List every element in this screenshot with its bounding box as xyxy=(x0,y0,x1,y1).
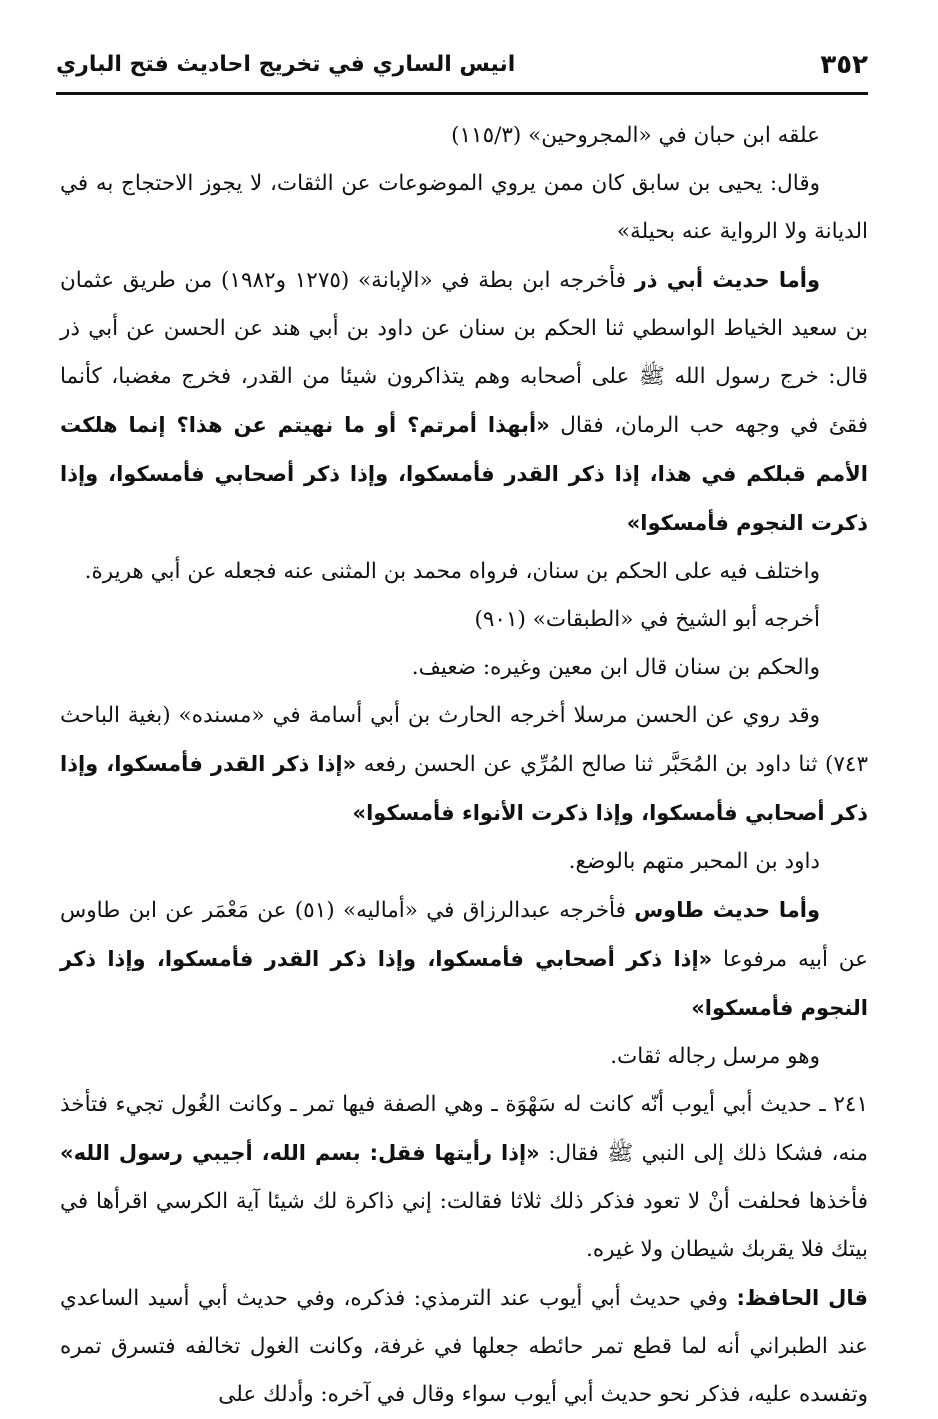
text-run: أخرجه أبو الشيخ في «الطبقات» (٩٠١) xyxy=(474,607,820,632)
hadith-quote: «إذا ذكر أصحابي فأمسكوا، وإذا ذكر القدر فأمسكوا، وإذا ذكر النجوم فأمسكوا» xyxy=(60,947,868,1020)
running-title: انيس الساري في تخريج احاديث فتح الباري xyxy=(56,52,516,77)
bold-heading-run: وأما حديث طاوس xyxy=(634,898,821,922)
hadith-quote: «إذا رأيتها فقل: بسم الله، أجيبي رسول الله» xyxy=(60,1141,540,1165)
paragraph xyxy=(60,838,868,886)
paragraph xyxy=(60,1274,868,1419)
paragraph xyxy=(60,886,868,1033)
bold-heading-run: قال الحافظ: xyxy=(736,1286,868,1310)
text-run: والحكم بن سنان قال ابن معين وغيره: ضعيف. xyxy=(411,655,820,680)
text-run: وهو مرسل رجاله ثقات. xyxy=(610,1044,820,1069)
paragraph xyxy=(60,548,868,596)
paragraph xyxy=(60,596,868,644)
text-run: علقه ابن حبان في «المجروحين» (١١٥/٣) xyxy=(451,123,820,148)
bold-heading-run: وأما حديث أبي ذر xyxy=(634,268,820,292)
text-run: وقال: يحيى بن سابق كان ممن يروي الموضوعات عن الثقات، لا يجوز الاحتجاج به في الديانة ولا الرواية عنه بحيلة» xyxy=(60,171,868,244)
body-text xyxy=(60,112,868,1419)
text-run: وقد روي عن الحسن مرسلا أخرجه الحارث بن أبي أسامة في «مسنده» (بغية الباحث ٧٤٣) ثنا داود بن المُحَبَّر ثنا صالح المُرِّي عن الحسن رفعه xyxy=(60,703,868,777)
paragraph xyxy=(60,160,868,256)
text-run: داود بن المحبر متهم بالوضع. xyxy=(568,849,820,874)
text-run: فأخذها فحلفت أنْ لا تعود فذكر ذلك ثلاثا فقالت: إني ذاكرة لك شيئا آية الكرسي اقرأها في بيتك فلا يقربك شيطان ولا غيره. xyxy=(60,1189,868,1262)
hadith-quote: «إذا ذكر القدر فأمسكوا، وإذا ذكر أصحابي فأمسكوا، وإذا ذكرت الأنواء فأمسكوا» xyxy=(60,752,868,825)
paragraph xyxy=(60,692,868,838)
text-run: ٢٤١ ـ حديث أبي أيوب أنّه كانت له سَهْوَة ـ وهي الصفة فيها تمر ـ وكانت الغُول تجيء فتأخذ منه، فشكا ذلك إلى النبي ﷺ فقال: xyxy=(60,1092,868,1166)
text-run: فأخرجه ابن بطة في «الإبانة» (١٢٧٥ و١٩٨٢) من طريق عثمان بن سعيد الخياط الواسطي ثنا الحكم بن سنان عن داود بن أبي هند عن الحسن عن أبي ذر قال: خرج رسول الله ﷺ على أصحابه وهم يتذاكرون شيئا من القدر، فخرج مغضبا، كأنما فقئ في وجهه حب الرمان، فقال xyxy=(60,268,868,438)
hadith-quote: «أبهذا أمرتم؟ أو ما نهيتم عن هذا؟ إنما هلكت الأمم قبلكم في هذا، إذا ذكر القدر فأمسكوا، وإذا ذكر أصحابي فأمسكوا، وإذا ذكرت النجوم فأمسكوا» xyxy=(60,413,868,535)
text-run: وفي حديث أبي أيوب عند الترمذي: فذكره، وفي حديث أبي أسيد الساعدي عند الطبراني أنه لما قطع تمر حائطه جعلها في غرفة، وكانت الغول تخالفه فتسرق تمره وتفسده عليه، فذكر نحو حديث أبي أيوب سواء وقال في آخره: وأدلك على xyxy=(60,1286,868,1407)
paragraph xyxy=(60,1033,868,1081)
text-run: فأخرجه عبدالرزاق في «أماليه» (٥١) عن مَعْمَر عن ابن طاوس عن أبيه مرفوعا xyxy=(60,898,868,972)
paragraph xyxy=(60,644,868,692)
paragraph xyxy=(60,256,868,548)
page-number: ٣٥٢ xyxy=(820,50,868,80)
hadith-entry xyxy=(60,1081,868,1274)
paragraph xyxy=(60,112,868,160)
text-run: واختلف فيه على الحكم بن سنان، فرواه محمد بن المثنى عنه فجعله عن أبي هريرة. xyxy=(84,559,820,584)
page-header xyxy=(56,40,868,95)
